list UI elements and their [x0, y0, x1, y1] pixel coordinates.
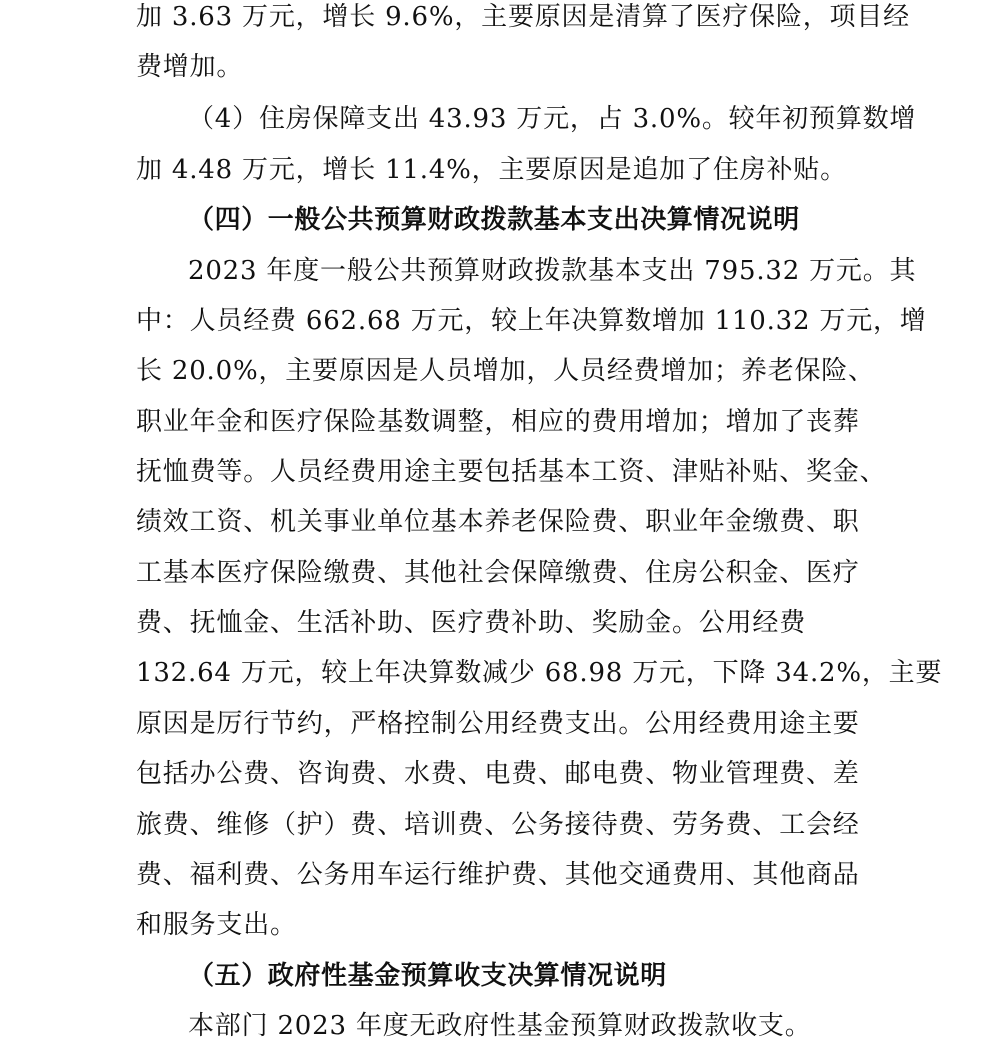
text-line: 费增加。 [136, 52, 244, 82]
text-line: 旅费、维修（护）费、培训费、公务接待费、劳务费、工会经 [136, 810, 860, 840]
text-line: 工基本医疗保险缴费、其他社会保障缴费、住房公积金、医疗 [136, 558, 860, 588]
text-line: 长 20.0%，主要原因是人员增加，人员经费增加；养老保险、 [136, 356, 875, 386]
text-line: 费、福利费、公务用车运行维护费、其他交通费用、其他商品 [136, 860, 860, 890]
text-line: 原因是厉行节约，严格控制公用经费支出。公用经费用途主要 [136, 709, 860, 739]
section-heading: （五）政府性基金预算收支决算情况说明 [188, 961, 667, 991]
text-line: 和服务支出。 [136, 910, 297, 940]
text-line: 132.64 万元，较上年决算数减少 68.98 万元，下降 34.2%，主要 [136, 658, 943, 688]
text-line: 绩效工资、机关事业单位基本养老保险费、职业年金缴费、职 [136, 507, 860, 537]
text-line: 加 3.63 万元，增长 9.6%，主要原因是清算了医疗保险，项目经 [136, 2, 910, 32]
text-line: 抚恤费等。人员经费用途主要包括基本工资、津贴补贴、奖金、 [136, 457, 887, 487]
text-line: 包括办公费、咨询费、水费、电费、邮电费、物业管理费、差 [136, 759, 860, 789]
text-line: 中：人员经费 662.68 万元，较上年决算数增加 110.32 万元，增 [136, 306, 927, 336]
section-heading: （四）一般公共预算财政拨款基本支出决算情况说明 [188, 205, 800, 235]
text-line: 费、抚恤金、生活补助、医疗费补助、奖励金。公用经费 [136, 608, 807, 638]
text-line: 加 4.48 万元，增长 11.4%，主要原因是追加了住房补贴。 [136, 155, 847, 185]
text-line: （4）住房保障支出 43.93 万元，占 3.0%。较年初预算数增 [188, 104, 917, 134]
text-line: 本部门 2023 年度无政府性基金预算财政拨款收支。 [188, 1011, 812, 1041]
text-line: 2023 年度一般公共预算财政拨款基本支出 795.32 万元。其 [188, 256, 917, 286]
text-line: 职业年金和医疗保险基数调整，相应的费用增加；增加了丧葬 [136, 407, 860, 437]
